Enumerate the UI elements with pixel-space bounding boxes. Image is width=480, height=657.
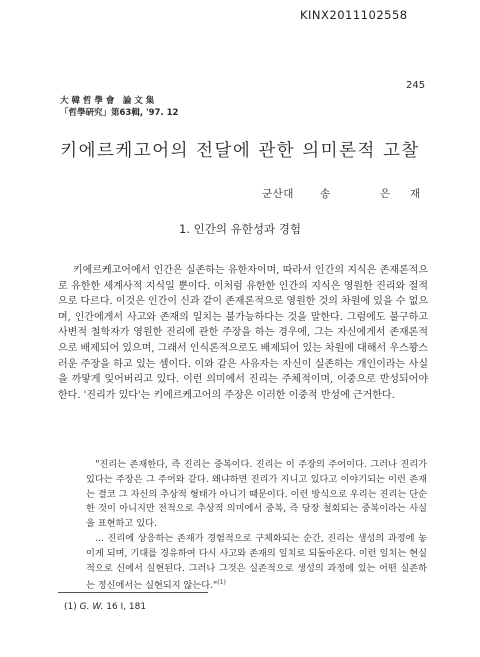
footnote-number: (1) [64,602,77,612]
document-id: KINX2011102558 [300,8,408,22]
author-name-1: 송 [320,188,331,200]
journal-info [60,95,178,119]
footnote-source: G. W. [79,602,104,612]
footnote [64,602,146,612]
author-affiliation: 군산대 [262,188,294,200]
quote-paragraph-2 [86,532,427,594]
footnote-marker: (1) [217,579,226,587]
author-name-3: 재 [410,188,421,200]
footnote-divider [58,592,208,593]
quote-paragraph-2-text: ... 진리에 상응하는 존재가 경험적으로 구체화되는 순간, 진리는 생성의 과정에 놓이게 되며, 기대를 경유하여 다시 사고와 존재의 일치로 되돌아온다. 이런 일치는 현실적으로 신에서 실현된다. 그러나 그것은 실존적으로 생성의 과정에 있는 어떤 실존하는 정신에서는 실현되지 않는다." [86,532,427,592]
body-paragraph: 키에르케고어에서 인간은 실존하는 유한자이며, 따라서 인간의 지식은 존재론적으로 유한한 세계사적 지식일 뿐이다. 이처럼 유한한 인간의 지식은 영원한 진리와 절적으로 다르다. 이것은 인간이 신과 같이 존재론적으로 영원한 것의 차원에 있을 수 없으며, 인간에게서 사고와 존재의 일치는 불가능하다는 것을 말한다. 그럼에도 불구하고 사변적 철학자가 영원한 진리에 관한 주장을 하는 경우에, 그는 자신에게서 존재론적으로 배제되어 있으며, 그래서 인식론적으로도 배제되어 있는 차원에 대해서 우스꽝스러운 주장을 하고 있는 셈이다. 이와 같은 사유자는 자신이 실존하는 개인이라는 사실을 까맣게 잊어버리고 있다. 이런 의미에서 진리는 주체적이며, 이중으로 반성되어야 한다. '진리가 있다'는 키에르케고어의 주장은 이러한 이중적 반성에 근거한다. [58,265,428,401]
section-heading: 1. 인간의 유한성과 경험 [179,222,301,236]
journal-line-1: 大 韓 哲 學 會 論 文 集 [60,96,155,106]
author-name-2: 은 [380,188,391,200]
journal-line-2: 「哲學硏究」第63輯, '97. 12 [60,108,179,118]
block-quote [86,458,427,594]
paper-title: 키에르케고어의 전달에 관한 의미론적 고찰 [60,141,420,161]
footnote-ref: 16 I, 181 [106,602,147,612]
page-number: 245 [406,80,426,91]
quote-paragraph-1: "진리는 존재한다, 즉 진리는 중복이다. 진리는 이 주장의 주어이다. 그러나 진리가 있다는 주장은 그 주어와 같다. 왜냐하면 진리가 지니고 있다고 이야기되는 이런 존재는 결코 그 자신의 추상적 형태가 아니기 때문이다. 이런 방식으로 우리는 진리는 단순한 것이 아니지만 전적으로 추상적 의미에서 중복, 즉 당장 철회되는 중복이라는 사실을 표현하고 있다. [86,459,427,530]
